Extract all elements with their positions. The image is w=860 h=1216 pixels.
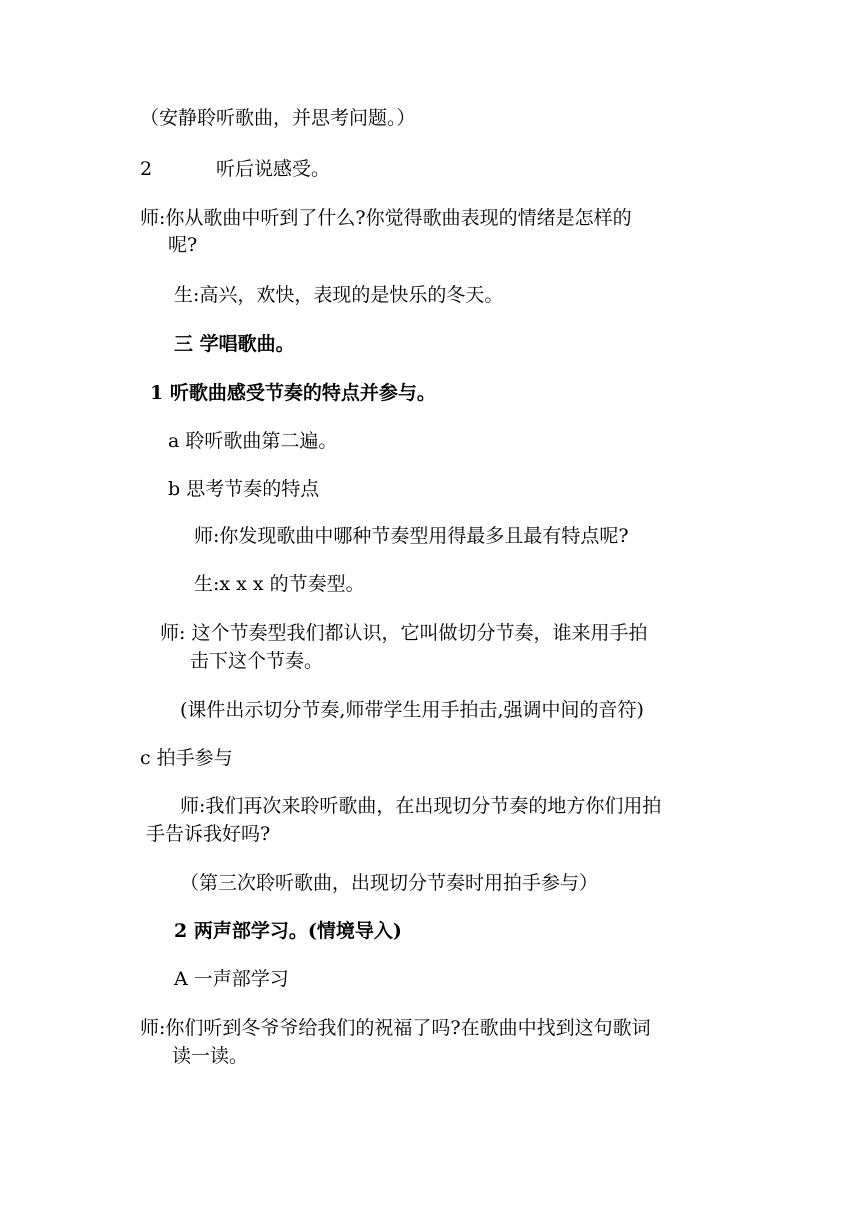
teacher-question-rhythm: 师:你发现歌曲中哪种节奏型用得最多且最有特点呢?	[194, 525, 629, 547]
teacher-question-blessing-line-2: 读一读。	[172, 1045, 249, 1067]
teacher-question-line-2: 呢?	[168, 234, 198, 256]
teacher-question-line-1: 师:你从歌曲中听到了什么?你觉得歌曲表现的情绪是怎样的	[140, 207, 632, 229]
courseware-note-syncopation: (课件出示切分节奏,师带学生用手拍击,强调中间的音符)	[180, 699, 644, 721]
teacher-explain-syncopation-line-1: 师: 这个节奏型我们都认识，它叫做切分节奏，谁来用手拍	[160, 622, 648, 644]
student-answer-mood: 生:高兴，欢快，表现的是快乐的冬天。	[174, 284, 504, 306]
teacher-instruction-clap-line-2: 手告诉我好吗?	[146, 823, 271, 845]
section-heading-learn-song: 三 学唱歌曲。	[174, 333, 295, 355]
step-number-2: 2	[140, 158, 153, 180]
item-a-listen-second: a 聆听歌曲第二遍。	[168, 430, 338, 452]
item-c-clap: c 拍手参与	[140, 747, 233, 769]
paragraph-listen-quietly: （安静聆听歌曲，并思考问题。）	[140, 107, 416, 129]
subheading-rhythm-features: 1 听歌曲感受节奏的特点并参与。	[150, 382, 436, 404]
teacher-explain-syncopation-line-2: 击下这个节奏。	[190, 650, 324, 672]
third-listening-note: （第三次聆听歌曲，出现切分节奏时用拍手参与）	[180, 872, 599, 894]
item-b-think-rhythm: b 思考节奏的特点	[168, 478, 320, 500]
teacher-question-blessing-line-1: 师:你们听到冬爷爷给我们的祝福了吗?在歌曲中找到这句歌词	[140, 1017, 651, 1039]
student-answer-rhythm: 生:x x x 的节奏型。	[194, 573, 365, 595]
subheading-two-part: 2 两声部学习。(情境导入)	[174, 920, 402, 942]
item-A-first-part: A 一声部学习	[174, 968, 289, 990]
teacher-instruction-clap-line-1: 师:我们再次来聆听歌曲，在出现切分节奏的地方你们用拍	[180, 795, 662, 817]
step-heading-listen-feel: 听后说感受。	[216, 158, 331, 180]
